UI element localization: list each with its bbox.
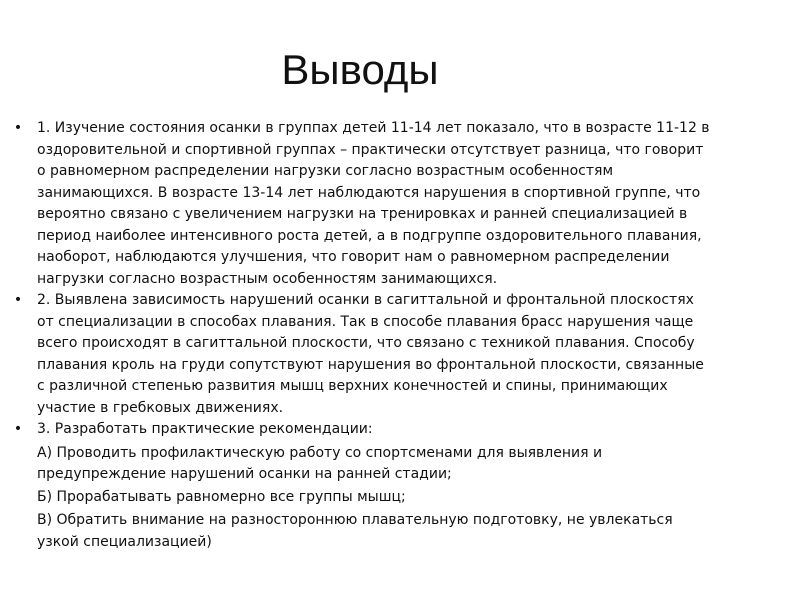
list-item bbox=[12, 419, 712, 441]
bullet-icon: • bbox=[13, 120, 23, 136]
list-item-text: 2. Выявлена зависимость нарушений осанки в сагиттальной и фронтальной плоскостях от специализации в способах плавания. Так в способе плавания брасс нарушения чаще всего происходят в сагиттальной плоскости, что связано с техникой плавания. Способу плавания кроль на груди сопутствуют нарушения во фронтальной плоскости, связанные с различной степенью развития мышц верхних конечностей и спины, принимающих участие в гребковых движениях. bbox=[37, 292, 704, 416]
recommendation-b: Б) Прорабатывать равномерно все группы мышц; bbox=[37, 489, 406, 505]
list-item bbox=[12, 290, 712, 419]
list-item bbox=[12, 118, 712, 290]
slide-title: Выводы bbox=[281, 46, 439, 93]
recommendation-c: В) Обратить внимание на разностороннюю плавательную подготовку, не увлекаться узкой специализацией) bbox=[37, 512, 673, 550]
recommendation-a: А) Проводить профилактическую работу со спортсменами для выявления и предупреждение нарушений осанки на ранней стадии; bbox=[37, 444, 603, 482]
bullet-icon: • bbox=[13, 421, 23, 437]
bullet-icon: • bbox=[13, 292, 23, 308]
list-item-text: 1. Изучение состояния осанки в группах детей 11-14 лет показало, что в возрасте 11-12 в оздоровительной и спортивной группах – практически отсутствует разница, что говорит о равномерном распределении нагрузки согласно возрастным особенностям занимающихся. В возрасте 13-14 лет наблюдаются нарушения в спортивной группе, что вероятно связано с увеличением нагрузки на тренировках и ранней специализацией в период наиболее интенсивного роста детей, а в подгруппе оздоровительного плавания, наоборот, наблюдаются улучшения, что говорит нам о равномерном распределении нагрузки согласно возрастным особенностям занимающихся. bbox=[37, 120, 710, 287]
list-item-text: 3. Разработать практические рекомендации: bbox=[37, 421, 373, 437]
conclusions-list bbox=[12, 118, 712, 553]
